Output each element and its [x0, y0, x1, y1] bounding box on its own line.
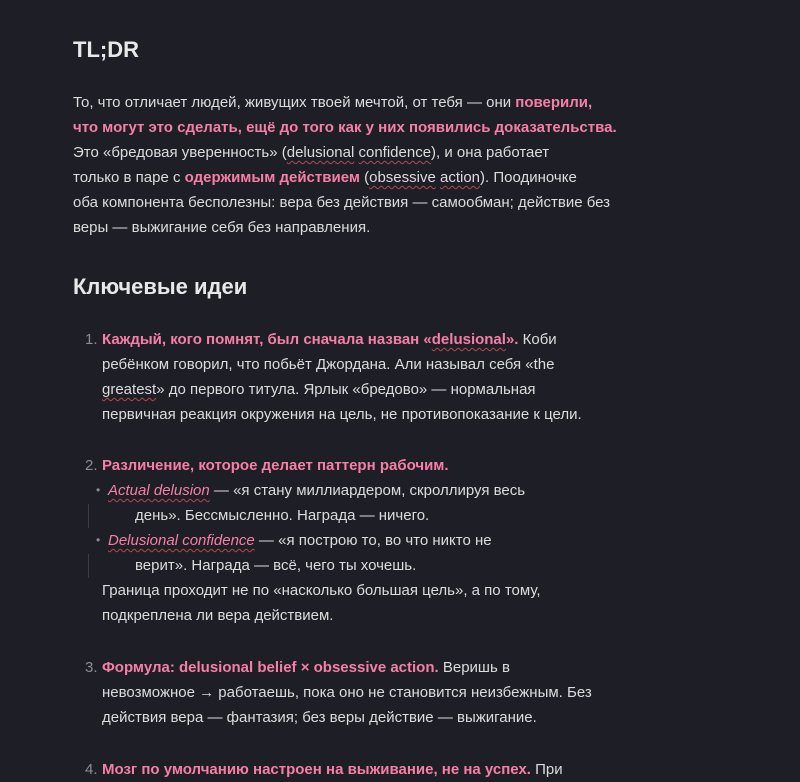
text: Веришь в [438, 659, 510, 676]
highlight-text: Каждый, кого помнят, был сначала назван « [102, 331, 432, 348]
spellcheck-word: greatest [102, 381, 157, 398]
indent-guide [88, 554, 89, 578]
text: ), и она работает [431, 144, 550, 161]
list-item [85, 327, 682, 427]
list-number: 4. [85, 761, 98, 778]
indent-guide [88, 504, 89, 528]
list-number: 3. [85, 659, 98, 676]
highlight-text: одержимым действием [184, 169, 360, 186]
ideas-heading: Ключевые идеи [73, 274, 248, 299]
text: только в паре с [73, 169, 185, 186]
text: невозможное → работаешь, пока оно не становится неизбежным. Без [102, 684, 592, 701]
text: действия вера — фантазия; без веры действие — выжигание. [102, 709, 537, 726]
text: ребёнком говорил, что побьёт Джордана. Али называл себя «the [102, 356, 555, 373]
spellcheck-word: delusional [286, 144, 355, 161]
text: ( [359, 169, 370, 186]
text: — «я стану миллиардером, скроллируя весь [209, 482, 526, 499]
list-item [85, 757, 682, 782]
tldr-heading: TL;DR [73, 37, 139, 62]
highlight-text: Delusional confidence [108, 532, 255, 549]
highlight-text: Actual delusion [108, 482, 210, 499]
list-item [85, 655, 682, 730]
text: подкреплена ли вера действием. [102, 607, 334, 624]
list-number: 2. [85, 457, 98, 474]
sub-list-item [96, 478, 682, 528]
highlight-text: что могут это сделать, ещё до того как у них появились доказательства. [73, 119, 617, 136]
highlight-text: ». [505, 331, 519, 348]
sub-list-item [96, 528, 682, 578]
spellcheck-word: confidence [358, 144, 432, 161]
list-number: 1. [85, 331, 98, 348]
text: При [530, 761, 563, 778]
spellcheck-word: obsessive [369, 169, 436, 186]
text: То, что отличает людей, живущих твоей мечтой, от тебя — они [73, 94, 516, 111]
list-item [85, 453, 682, 628]
text: верит». Награда — всё, чего ты хочешь. [135, 557, 417, 574]
bullet-icon: • [96, 533, 101, 547]
text: » до первого титула. Ярлык «бредово» — нормальная [156, 381, 536, 398]
text: день». Бессмысленно. Награда — ничего. [135, 507, 430, 524]
text: оба компонента бесполезны: вера без действия — самообман; действие без [73, 194, 611, 211]
text: Коби [518, 331, 557, 348]
spellcheck-word: delusional [431, 331, 506, 348]
highlight-text: Формула: delusional belief × obsessive action. [102, 659, 439, 676]
spellcheck-word: action [439, 169, 481, 186]
text: — «я построю то, во что никто не [254, 532, 492, 549]
text: веры — выжигание себя без направления. [73, 219, 371, 236]
highlight-text: поверили, [515, 94, 593, 111]
text: первичная реакция окружения на цель, не противопоказание к цели. [102, 406, 582, 423]
highlight-text: Различение, которое делает паттерн рабочим. [102, 457, 449, 474]
text: Граница проходит не по «насколько большая цель», а по тому, [102, 582, 541, 599]
text: Это «бредовая уверенность» ( [73, 144, 287, 161]
tldr-paragraph [73, 90, 673, 240]
bullet-icon: • [96, 483, 101, 497]
highlight-text: Мозг по умолчанию настроен на выживание, не на успех. [102, 761, 531, 778]
text: ). Поодиночке [480, 169, 577, 186]
